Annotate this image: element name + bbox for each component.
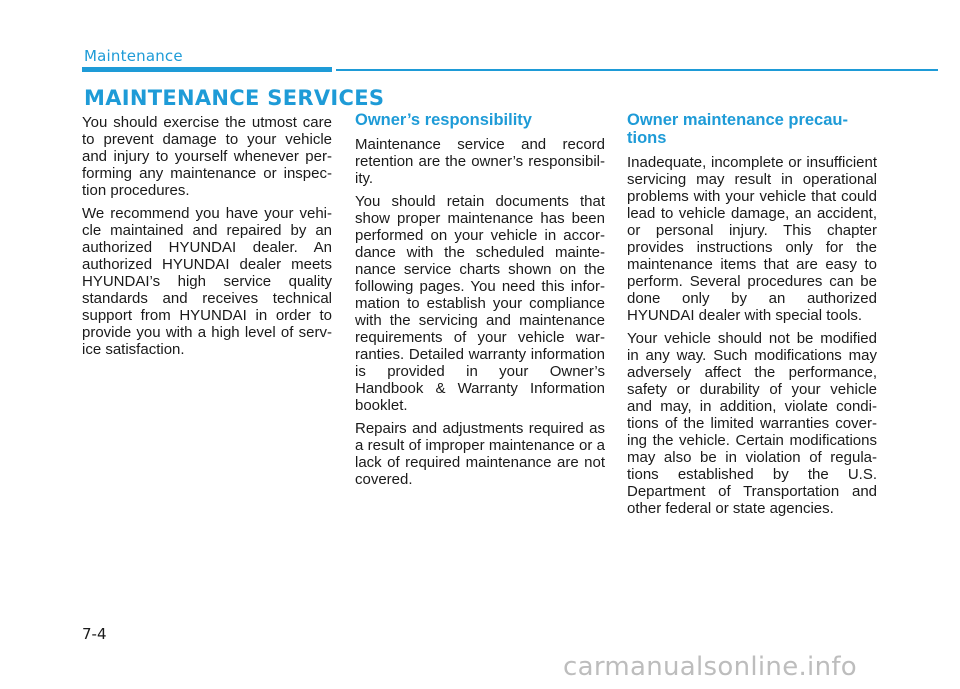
intro-paragraph: You should exercise the utmost care to prevent damage to your vehicle and injury to yourself whenever performing any maintenance or inspection procedures. (82, 114, 332, 199)
owners-responsibility-paragraph: You should retain documents that show proper maintenance has been performed on your vehicle in accordance with the scheduled maintenance service charts shown on the following pages. You need this information to establish your compliance with the servicing and maintenance requirements of your vehicle warranties. Detailed warranty information is provided in your Owner’s Handbook & Warranty Information booklet. (355, 193, 605, 414)
precautions-paragraph: Inadequate, incomplete or insufficient servicing may result in operational problems with your vehicle that could lead to vehicle damage, an accident, or personal injury. This chapter provides instructions only for the maintenance items that are easy to perform. Several procedures can be done only by an authorized HYUNDAI dealer with special tools. (627, 154, 877, 324)
column-intro (82, 114, 332, 364)
precautions-paragraph: Your vehicle should not be modified in any way. Such modifications may adversely affect the performance, safety or durability of your vehicle and may, in addition, violate conditions of the limited warranties covering the vehicle. Certain modifications may also be in violation of regulations established by the U.S. Department of Transportation and other federal or state agencies. (627, 330, 877, 517)
watermark: carmanualsonline.info (563, 652, 858, 682)
header-rule-thin (336, 69, 938, 71)
intro-paragraph: We recommend you have your vehicle maintained and repaired by an authorized HYUNDAI dealer. An authorized HYUNDAI dealer meets HYUNDAI’s high service quality standards and receives technical support from HYUNDAI in order to provide you with a high level of service satisfaction. (82, 205, 332, 358)
column-owners-responsibility (355, 111, 605, 494)
owners-responsibility-heading: Owner’s responsibility (355, 111, 532, 129)
section-label: Maintenance (84, 47, 183, 65)
owners-responsibility-paragraph: Maintenance service and record retention are the owner’s responsibility. (355, 136, 605, 187)
owners-responsibility-paragraph: Repairs and adjustments required as a result of improper maintenance or a lack of required maintenance are not covered. (355, 420, 605, 488)
page-title: MAINTENANCE SERVICES (84, 86, 385, 110)
column-precautions (627, 111, 877, 523)
page-number: 7-4 (82, 625, 107, 643)
precautions-heading: Owner maintenance precautions (627, 111, 848, 147)
header-rule-thick (82, 67, 332, 72)
